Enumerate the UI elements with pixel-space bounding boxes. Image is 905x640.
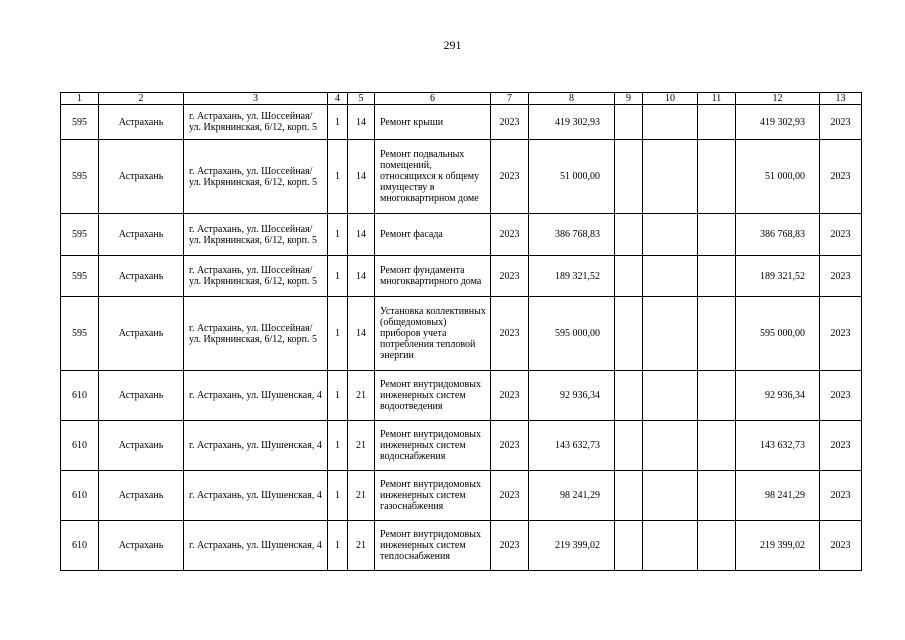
cost-cell: 219 399,02 xyxy=(529,521,615,571)
col5-cell: 14 xyxy=(348,140,375,214)
table-row xyxy=(61,105,862,140)
year-cell: 2023 xyxy=(491,214,529,256)
completion-year-cell: 2023 xyxy=(820,421,862,471)
city-cell: Астрахань xyxy=(99,214,184,256)
completion-year-cell: 2023 xyxy=(820,521,862,571)
col11-cell xyxy=(698,214,736,256)
total-cost-cell: 92 936,34 xyxy=(736,371,820,421)
column-number-row xyxy=(61,93,862,105)
city-cell: Астрахань xyxy=(99,256,184,297)
col4-cell: 1 xyxy=(328,521,348,571)
col9-cell xyxy=(615,521,643,571)
column-header: 10 xyxy=(643,93,698,105)
col10-cell xyxy=(643,214,698,256)
column-header: 2 xyxy=(99,93,184,105)
work-type-cell: Установка коллективных (общедомовых) приборов учета потребления тепловой энергии xyxy=(375,297,491,371)
col5-cell: 14 xyxy=(348,214,375,256)
address-cell: г. Астрахань, ул. Шушенская, 4 xyxy=(184,421,328,471)
table-body xyxy=(61,105,862,571)
completion-year-cell: 2023 xyxy=(820,256,862,297)
column-header: 11 xyxy=(698,93,736,105)
city-cell: Астрахань xyxy=(99,521,184,571)
col9-cell xyxy=(615,297,643,371)
row-number-cell: 595 xyxy=(61,214,99,256)
col9-cell xyxy=(615,471,643,521)
address-cell: г. Астрахань, ул. Шоссейная/ ул. Икрянинская, 6/12, корп. 5 xyxy=(184,214,328,256)
work-type-cell: Ремонт подвальных помещений, относящихся к общему имуществу в многоквартирном доме xyxy=(375,140,491,214)
year-cell: 2023 xyxy=(491,371,529,421)
table-row xyxy=(61,256,862,297)
col9-cell xyxy=(615,140,643,214)
table-row xyxy=(61,421,862,471)
row-number-cell: 595 xyxy=(61,297,99,371)
col10-cell xyxy=(643,297,698,371)
table-row xyxy=(61,371,862,421)
col9-cell xyxy=(615,371,643,421)
col10-cell xyxy=(643,521,698,571)
col9-cell xyxy=(615,214,643,256)
col4-cell: 1 xyxy=(328,214,348,256)
year-cell: 2023 xyxy=(491,297,529,371)
year-cell: 2023 xyxy=(491,256,529,297)
col10-cell xyxy=(643,105,698,140)
col5-cell: 21 xyxy=(348,421,375,471)
col9-cell xyxy=(615,256,643,297)
col10-cell xyxy=(643,371,698,421)
table-row xyxy=(61,214,862,256)
column-header: 5 xyxy=(348,93,375,105)
completion-year-cell: 2023 xyxy=(820,371,862,421)
col5-cell: 14 xyxy=(348,256,375,297)
column-header: 13 xyxy=(820,93,862,105)
completion-year-cell: 2023 xyxy=(820,471,862,521)
repair-program-table xyxy=(60,92,862,571)
total-cost-cell: 189 321,52 xyxy=(736,256,820,297)
address-cell: г. Астрахань, ул. Шоссейная/ ул. Икрянинская, 6/12, корп. 5 xyxy=(184,256,328,297)
year-cell: 2023 xyxy=(491,521,529,571)
col4-cell: 1 xyxy=(328,105,348,140)
year-cell: 2023 xyxy=(491,421,529,471)
col4-cell: 1 xyxy=(328,297,348,371)
col11-cell xyxy=(698,421,736,471)
col4-cell: 1 xyxy=(328,371,348,421)
year-cell: 2023 xyxy=(491,140,529,214)
page-number: 291 xyxy=(443,38,462,52)
row-number-cell: 595 xyxy=(61,140,99,214)
address-cell: г. Астрахань, ул. Шоссейная/ ул. Икрянинская, 6/12, корп. 5 xyxy=(184,105,328,140)
col5-cell: 14 xyxy=(348,105,375,140)
col4-cell: 1 xyxy=(328,471,348,521)
completion-year-cell: 2023 xyxy=(820,105,862,140)
completion-year-cell: 2023 xyxy=(820,140,862,214)
city-cell: Астрахань xyxy=(99,471,184,521)
col11-cell xyxy=(698,140,736,214)
col4-cell: 1 xyxy=(328,140,348,214)
cost-cell: 189 321,52 xyxy=(529,256,615,297)
table-row xyxy=(61,471,862,521)
col11-cell xyxy=(698,256,736,297)
city-cell: Астрахань xyxy=(99,140,184,214)
address-cell: г. Астрахань, ул. Шоссейная/ ул. Икрянинская, 6/12, корп. 5 xyxy=(184,297,328,371)
total-cost-cell: 419 302,93 xyxy=(736,105,820,140)
cost-cell: 98 241,29 xyxy=(529,471,615,521)
city-cell: Астрахань xyxy=(99,105,184,140)
row-number-cell: 610 xyxy=(61,371,99,421)
city-cell: Астрахань xyxy=(99,421,184,471)
table-row xyxy=(61,521,862,571)
total-cost-cell: 98 241,29 xyxy=(736,471,820,521)
work-type-cell: Ремонт внутридомовых инженерных систем теплоснабжения xyxy=(375,521,491,571)
work-type-cell: Ремонт фундамента многоквартирного дома xyxy=(375,256,491,297)
year-cell: 2023 xyxy=(491,105,529,140)
col10-cell xyxy=(643,471,698,521)
work-type-cell: Ремонт внутридомовых инженерных систем газоснабжения xyxy=(375,471,491,521)
work-type-cell: Ремонт внутридомовых инженерных систем водоснабжения xyxy=(375,421,491,471)
total-cost-cell: 143 632,73 xyxy=(736,421,820,471)
address-cell: г. Астрахань, ул. Шоссейная/ ул. Икрянинская, 6/12, корп. 5 xyxy=(184,140,328,214)
completion-year-cell: 2023 xyxy=(820,297,862,371)
year-cell: 2023 xyxy=(491,471,529,521)
cost-cell: 419 302,93 xyxy=(529,105,615,140)
col11-cell xyxy=(698,105,736,140)
cost-cell: 595 000,00 xyxy=(529,297,615,371)
address-cell: г. Астрахань, ул. Шушенская, 4 xyxy=(184,371,328,421)
total-cost-cell: 219 399,02 xyxy=(736,521,820,571)
column-header: 4 xyxy=(328,93,348,105)
column-header: 12 xyxy=(736,93,820,105)
address-cell: г. Астрахань, ул. Шушенская, 4 xyxy=(184,471,328,521)
cost-cell: 51 000,00 xyxy=(529,140,615,214)
city-cell: Астрахань xyxy=(99,297,184,371)
column-header: 3 xyxy=(184,93,328,105)
col11-cell xyxy=(698,371,736,421)
col5-cell: 21 xyxy=(348,471,375,521)
cost-cell: 92 936,34 xyxy=(529,371,615,421)
col10-cell xyxy=(643,256,698,297)
col11-cell xyxy=(698,297,736,371)
col10-cell xyxy=(643,140,698,214)
row-number-cell: 595 xyxy=(61,256,99,297)
col11-cell xyxy=(698,521,736,571)
row-number-cell: 595 xyxy=(61,105,99,140)
table-row xyxy=(61,297,862,371)
col4-cell: 1 xyxy=(328,256,348,297)
cost-cell: 386 768,83 xyxy=(529,214,615,256)
total-cost-cell: 51 000,00 xyxy=(736,140,820,214)
total-cost-cell: 386 768,83 xyxy=(736,214,820,256)
completion-year-cell: 2023 xyxy=(820,214,862,256)
address-cell: г. Астрахань, ул. Шушенская, 4 xyxy=(184,521,328,571)
row-number-cell: 610 xyxy=(61,421,99,471)
work-type-cell: Ремонт фасада xyxy=(375,214,491,256)
col4-cell: 1 xyxy=(328,421,348,471)
table-row xyxy=(61,140,862,214)
work-type-cell: Ремонт крыши xyxy=(375,105,491,140)
column-header: 1 xyxy=(61,93,99,105)
col11-cell xyxy=(698,471,736,521)
city-cell: Астрахань xyxy=(99,371,184,421)
total-cost-cell: 595 000,00 xyxy=(736,297,820,371)
work-type-cell: Ремонт внутридомовых инженерных систем водоотведения xyxy=(375,371,491,421)
column-header: 9 xyxy=(615,93,643,105)
row-number-cell: 610 xyxy=(61,471,99,521)
column-header: 8 xyxy=(529,93,615,105)
cost-cell: 143 632,73 xyxy=(529,421,615,471)
column-header: 7 xyxy=(491,93,529,105)
col9-cell xyxy=(615,105,643,140)
col10-cell xyxy=(643,421,698,471)
col5-cell: 21 xyxy=(348,521,375,571)
col5-cell: 21 xyxy=(348,371,375,421)
col5-cell: 14 xyxy=(348,297,375,371)
row-number-cell: 610 xyxy=(61,521,99,571)
col9-cell xyxy=(615,421,643,471)
column-header: 6 xyxy=(375,93,491,105)
